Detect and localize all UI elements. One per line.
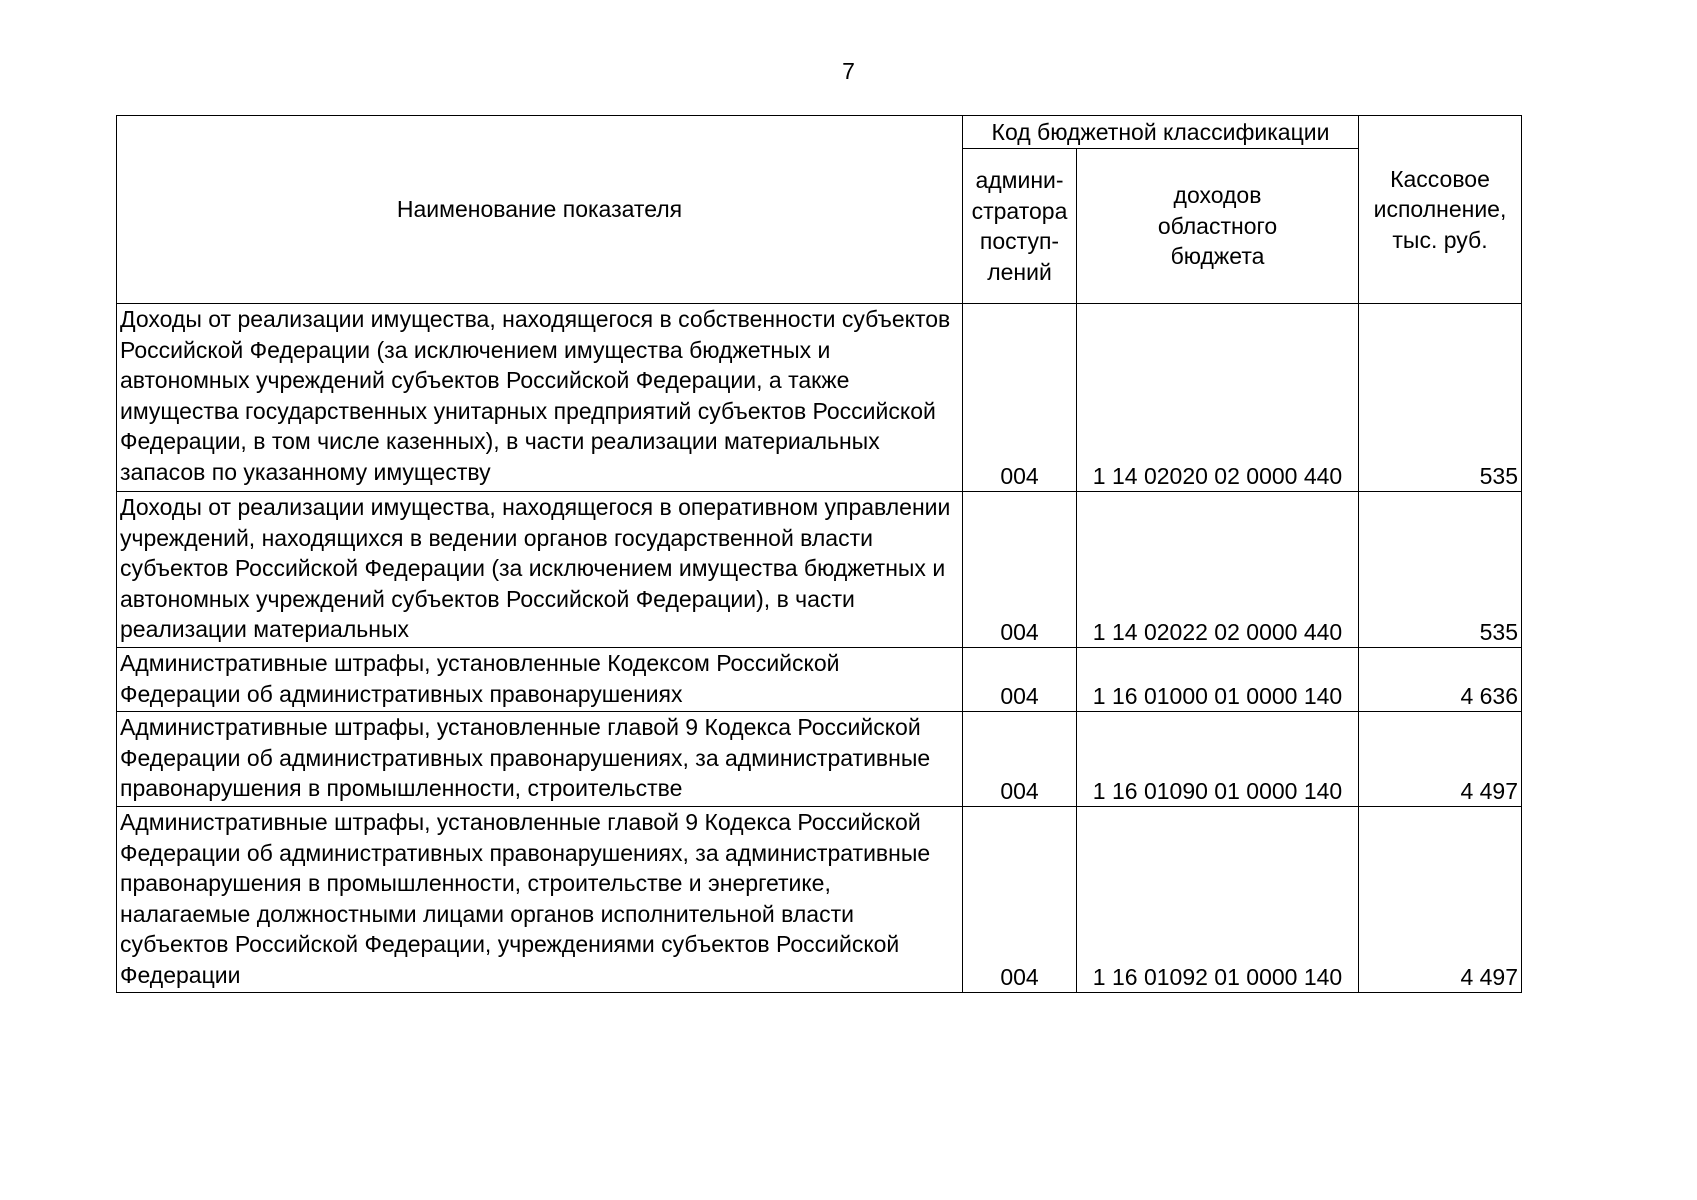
table-row <box>117 492 1522 648</box>
budget-table <box>116 115 1522 993</box>
row-name: Административные штрафы, установленные Кодексом Российской Федерации об административных правонарушениях <box>117 648 963 712</box>
row-admin-code: 004 <box>963 304 1077 492</box>
row-admin-code: 004 <box>963 712 1077 807</box>
header-admin: админи-стратора поступ-лений <box>963 149 1077 304</box>
header-name: Наименование показателя <box>117 116 963 304</box>
row-admin-code: 004 <box>963 807 1077 993</box>
row-name: Административные штрафы, установленные главой 9 Кодекса Российской Федерации об административных правонарушениях, за административные правонарушения в промышленности, строительстве <box>117 712 963 807</box>
row-kbk-code: 1 16 01090 01 0000 140 <box>1077 712 1359 807</box>
row-admin-code: 004 <box>963 492 1077 648</box>
row-kbk-code: 1 14 02022 02 0000 440 <box>1077 492 1359 648</box>
row-name-text: Доходы от реализации имущества, находящегося в оперативном управлении учреждений, находящихся в ведении органов государственной власти субъектов Российской Федерации (за исключением имущества бюджетных и автономных учреждений субъектов Российской Федерации), в части реализации материальных <box>120 494 951 642</box>
header-kbk-group: Код бюджетной классификации <box>963 116 1359 149</box>
page-number: 7 <box>842 58 855 84</box>
row-amount: 4 497 <box>1359 807 1522 993</box>
row-amount: 4 636 <box>1359 648 1522 712</box>
row-amount: 535 <box>1359 492 1522 648</box>
row-admin-code: 004 <box>963 648 1077 712</box>
header-amount: Кассовое исполнение, тыс. руб. <box>1359 116 1522 304</box>
table-row <box>117 807 1522 993</box>
row-kbk-code: 1 16 01092 01 0000 140 <box>1077 807 1359 993</box>
table-row <box>117 648 1522 712</box>
table-row <box>117 712 1522 807</box>
row-kbk-code: 1 14 02020 02 0000 440 <box>1077 304 1359 492</box>
row-name: Доходы от реализации имущества, находящегося в собственности субъектов Российской Федерации (за исключением имущества бюджетных и автономных учреждений субъектов Российской Федерации, а также имущества государственных унитарных предприятий субъектов Российской Федерации, в том числе казенных), в части реализации материальных запасов по указанному имуществу <box>117 304 963 492</box>
row-name <box>117 492 963 648</box>
row-kbk-code: 1 16 01000 01 0000 140 <box>1077 648 1359 712</box>
table-row <box>117 304 1522 492</box>
row-name: Административные штрафы, установленные главой 9 Кодекса Российской Федерации об административных правонарушениях, за административные правонарушения в промышленности, строительстве и энергетике, налагаемые должностными лицами органов исполнительной власти субъектов Российской Федерации, учреждениями субъектов Российской Федерации <box>117 807 963 993</box>
row-amount: 4 497 <box>1359 712 1522 807</box>
row-amount: 535 <box>1359 304 1522 492</box>
header-income: доходов областного бюджета <box>1077 149 1359 304</box>
